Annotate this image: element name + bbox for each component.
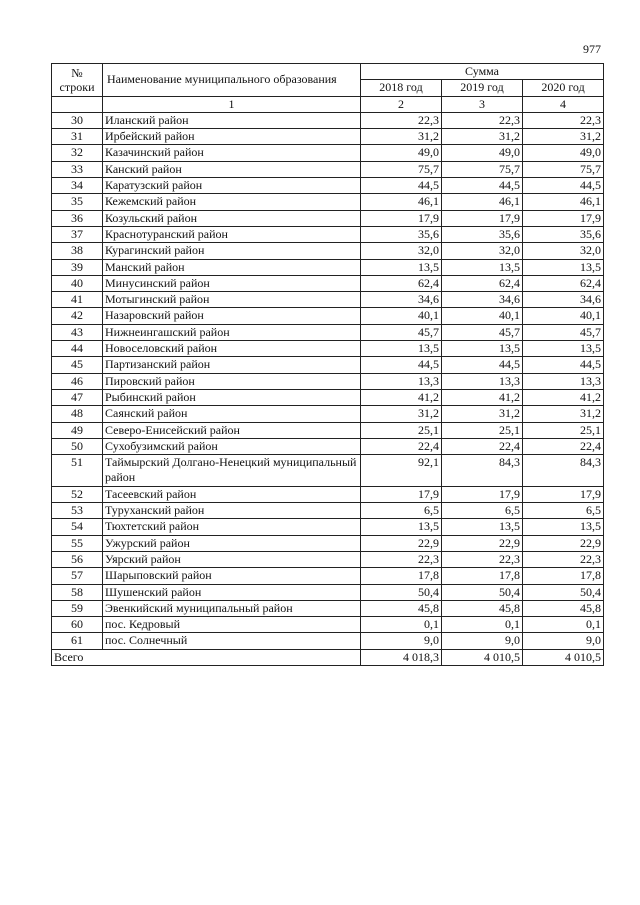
municipality-name: Туруханский район xyxy=(103,503,361,519)
value-2019: 32,0 xyxy=(442,243,523,259)
total-2018: 4 018,3 xyxy=(361,649,442,665)
table-row xyxy=(52,112,604,128)
table-row xyxy=(52,308,604,324)
value-2020: 49,0 xyxy=(523,145,604,161)
column-index-2: 2 xyxy=(361,96,442,112)
municipality-name: Тюхтетский район xyxy=(103,519,361,535)
row-number: 52 xyxy=(52,486,103,502)
row-number: 58 xyxy=(52,584,103,600)
table-row xyxy=(52,243,604,259)
header-row-word: строки xyxy=(59,79,95,94)
column-index-empty xyxy=(52,96,103,112)
value-2020: 35,6 xyxy=(523,226,604,242)
row-number: 54 xyxy=(52,519,103,535)
value-2018: 45,8 xyxy=(361,600,442,616)
value-2018: 22,3 xyxy=(361,112,442,128)
municipality-name: Уярский район xyxy=(103,551,361,567)
value-2018: 17,9 xyxy=(361,486,442,502)
table-row xyxy=(52,259,604,275)
row-number: 31 xyxy=(52,129,103,145)
municipality-name: Рыбинский район xyxy=(103,389,361,405)
value-2020: 13,3 xyxy=(523,373,604,389)
row-number: 47 xyxy=(52,389,103,405)
municipality-name: Ирбейский район xyxy=(103,129,361,145)
municipality-name: Нижнеингашский район xyxy=(103,324,361,340)
value-2018: 13,5 xyxy=(361,519,442,535)
value-2020: 84,3 xyxy=(523,455,604,487)
value-2019: 46,1 xyxy=(442,194,523,210)
table-row xyxy=(52,486,604,502)
municipality-name: Кежемский район xyxy=(103,194,361,210)
value-2020: 9,0 xyxy=(523,633,604,649)
table-row xyxy=(52,357,604,373)
value-2018: 13,5 xyxy=(361,341,442,357)
row-number: 39 xyxy=(52,259,103,275)
row-number: 51 xyxy=(52,455,103,487)
value-2020: 46,1 xyxy=(523,194,604,210)
row-number: 59 xyxy=(52,600,103,616)
value-2020: 22,4 xyxy=(523,438,604,454)
value-2020: 75,7 xyxy=(523,161,604,177)
municipality-name: Назаровский район xyxy=(103,308,361,324)
value-2018: 13,3 xyxy=(361,373,442,389)
value-2020: 22,9 xyxy=(523,535,604,551)
table-row xyxy=(52,551,604,567)
municipality-name: Шушенский район xyxy=(103,584,361,600)
table-row xyxy=(52,568,604,584)
value-2018: 22,4 xyxy=(361,438,442,454)
total-row xyxy=(52,649,604,665)
value-2019: 13,5 xyxy=(442,519,523,535)
value-2018: 22,9 xyxy=(361,535,442,551)
municipality-name: Саянский район xyxy=(103,406,361,422)
value-2020: 34,6 xyxy=(523,292,604,308)
value-2018: 45,7 xyxy=(361,324,442,340)
value-2019: 0,1 xyxy=(442,617,523,633)
value-2019: 17,9 xyxy=(442,210,523,226)
row-number: 32 xyxy=(52,145,103,161)
municipality-name: Каратузский район xyxy=(103,178,361,194)
header-year-2020: 2020 год xyxy=(523,80,604,96)
table-row xyxy=(52,503,604,519)
municipality-name: Пировский район xyxy=(103,373,361,389)
value-2019: 31,2 xyxy=(442,406,523,422)
municipality-name: Курагинский район xyxy=(103,243,361,259)
row-number: 34 xyxy=(52,178,103,194)
table-row xyxy=(52,210,604,226)
value-2019: 9,0 xyxy=(442,633,523,649)
municipality-name: Краснотуранский район xyxy=(103,226,361,242)
value-2020: 17,9 xyxy=(523,210,604,226)
row-number: 40 xyxy=(52,275,103,291)
value-2018: 92,1 xyxy=(361,455,442,487)
value-2020: 31,2 xyxy=(523,406,604,422)
value-2019: 13,5 xyxy=(442,341,523,357)
value-2018: 41,2 xyxy=(361,389,442,405)
row-number: 35 xyxy=(52,194,103,210)
header-sum: Сумма xyxy=(361,64,604,80)
municipality-name: Северо-Енисейский район xyxy=(103,422,361,438)
value-2018: 44,5 xyxy=(361,178,442,194)
row-number: 44 xyxy=(52,341,103,357)
value-2019: 49,0 xyxy=(442,145,523,161)
value-2019: 35,6 xyxy=(442,226,523,242)
row-number: 61 xyxy=(52,633,103,649)
value-2018: 25,1 xyxy=(361,422,442,438)
value-2019: 34,6 xyxy=(442,292,523,308)
value-2018: 31,2 xyxy=(361,406,442,422)
table-row xyxy=(52,535,604,551)
municipality-name: Эвенкийский муниципальный район xyxy=(103,600,361,616)
value-2018: 17,9 xyxy=(361,210,442,226)
value-2020: 41,2 xyxy=(523,389,604,405)
table-row xyxy=(52,406,604,422)
budget-table xyxy=(51,63,604,666)
column-index-3: 3 xyxy=(442,96,523,112)
value-2019: 6,5 xyxy=(442,503,523,519)
header-municipality-name: Наименование муниципального образования xyxy=(103,64,361,97)
value-2020: 17,9 xyxy=(523,486,604,502)
table-row xyxy=(52,422,604,438)
row-number: 60 xyxy=(52,617,103,633)
total-label: Всего xyxy=(52,649,361,665)
header-year-2019: 2019 год xyxy=(442,80,523,96)
municipality-name: Мотыгинский район xyxy=(103,292,361,308)
value-2020: 44,5 xyxy=(523,178,604,194)
total-2019: 4 010,5 xyxy=(442,649,523,665)
value-2018: 32,0 xyxy=(361,243,442,259)
table-row xyxy=(52,292,604,308)
value-2018: 9,0 xyxy=(361,633,442,649)
row-number: 42 xyxy=(52,308,103,324)
value-2020: 62,4 xyxy=(523,275,604,291)
table-row xyxy=(52,129,604,145)
municipality-name: Иланский район xyxy=(103,112,361,128)
table-row xyxy=(52,600,604,616)
value-2020: 0,1 xyxy=(523,617,604,633)
value-2018: 62,4 xyxy=(361,275,442,291)
value-2018: 75,7 xyxy=(361,161,442,177)
table-row xyxy=(52,617,604,633)
column-index-4: 4 xyxy=(523,96,604,112)
value-2019: 17,8 xyxy=(442,568,523,584)
value-2019: 22,9 xyxy=(442,535,523,551)
page-number: 977 xyxy=(583,42,601,56)
table-row xyxy=(52,373,604,389)
row-number: 41 xyxy=(52,292,103,308)
table-row xyxy=(52,584,604,600)
municipality-name: Минусинский район xyxy=(103,275,361,291)
value-2020: 13,5 xyxy=(523,519,604,535)
municipality-name: Канский район xyxy=(103,161,361,177)
row-number: 56 xyxy=(52,551,103,567)
table-row xyxy=(52,341,604,357)
row-number: 50 xyxy=(52,438,103,454)
table-row xyxy=(52,389,604,405)
municipality-name: Новоселовский район xyxy=(103,341,361,357)
row-number: 57 xyxy=(52,568,103,584)
value-2019: 45,8 xyxy=(442,600,523,616)
value-2018: 49,0 xyxy=(361,145,442,161)
value-2018: 0,1 xyxy=(361,617,442,633)
table-row xyxy=(52,226,604,242)
value-2020: 17,8 xyxy=(523,568,604,584)
value-2019: 50,4 xyxy=(442,584,523,600)
row-number: 45 xyxy=(52,357,103,373)
value-2020: 6,5 xyxy=(523,503,604,519)
value-2020: 50,4 xyxy=(523,584,604,600)
table-row xyxy=(52,519,604,535)
row-number: 49 xyxy=(52,422,103,438)
header-row-number xyxy=(52,64,103,97)
row-number: 38 xyxy=(52,243,103,259)
value-2020: 13,5 xyxy=(523,341,604,357)
value-2019: 44,5 xyxy=(442,178,523,194)
municipality-name: пос. Солнечный xyxy=(103,633,361,649)
municipality-name: Казачинский район xyxy=(103,145,361,161)
value-2019: 17,9 xyxy=(442,486,523,502)
value-2018: 34,6 xyxy=(361,292,442,308)
column-index-1: 1 xyxy=(103,96,361,112)
total-2020: 4 010,5 xyxy=(523,649,604,665)
table-row xyxy=(52,633,604,649)
municipality-name: Манский район xyxy=(103,259,361,275)
table-row xyxy=(52,275,604,291)
municipality-name: Шарыповский район xyxy=(103,568,361,584)
table-row xyxy=(52,438,604,454)
value-2020: 31,2 xyxy=(523,129,604,145)
value-2019: 13,3 xyxy=(442,373,523,389)
row-number: 37 xyxy=(52,226,103,242)
table-header xyxy=(52,64,604,113)
value-2019: 22,3 xyxy=(442,112,523,128)
value-2019: 22,4 xyxy=(442,438,523,454)
row-number: 30 xyxy=(52,112,103,128)
table-row xyxy=(52,161,604,177)
table-row xyxy=(52,145,604,161)
value-2020: 25,1 xyxy=(523,422,604,438)
value-2019: 40,1 xyxy=(442,308,523,324)
value-2018: 35,6 xyxy=(361,226,442,242)
table-row xyxy=(52,194,604,210)
value-2019: 84,3 xyxy=(442,455,523,487)
municipality-name: Таймырский Долгано-Ненецкий муниципальный район xyxy=(103,455,361,487)
value-2020: 40,1 xyxy=(523,308,604,324)
value-2018: 40,1 xyxy=(361,308,442,324)
row-number: 36 xyxy=(52,210,103,226)
municipality-name: Партизанский район xyxy=(103,357,361,373)
value-2019: 41,2 xyxy=(442,389,523,405)
table-row xyxy=(52,178,604,194)
value-2020: 45,8 xyxy=(523,600,604,616)
row-number: 46 xyxy=(52,373,103,389)
row-number: 53 xyxy=(52,503,103,519)
value-2019: 45,7 xyxy=(442,324,523,340)
value-2020: 32,0 xyxy=(523,243,604,259)
value-2020: 22,3 xyxy=(523,112,604,128)
value-2018: 50,4 xyxy=(361,584,442,600)
value-2020: 44,5 xyxy=(523,357,604,373)
value-2020: 13,5 xyxy=(523,259,604,275)
row-number: 48 xyxy=(52,406,103,422)
value-2018: 13,5 xyxy=(361,259,442,275)
value-2018: 22,3 xyxy=(361,551,442,567)
value-2020: 45,7 xyxy=(523,324,604,340)
value-2018: 44,5 xyxy=(361,357,442,373)
row-number: 55 xyxy=(52,535,103,551)
municipality-name: Козульский район xyxy=(103,210,361,226)
value-2018: 17,8 xyxy=(361,568,442,584)
table-row xyxy=(52,455,604,487)
value-2019: 13,5 xyxy=(442,259,523,275)
value-2019: 75,7 xyxy=(442,161,523,177)
municipality-name: пос. Кедровый xyxy=(103,617,361,633)
value-2019: 31,2 xyxy=(442,129,523,145)
row-number: 43 xyxy=(52,324,103,340)
value-2019: 44,5 xyxy=(442,357,523,373)
value-2018: 31,2 xyxy=(361,129,442,145)
row-number: 33 xyxy=(52,161,103,177)
value-2019: 25,1 xyxy=(442,422,523,438)
value-2019: 22,3 xyxy=(442,551,523,567)
table-row xyxy=(52,324,604,340)
header-number-sign: № xyxy=(71,65,83,80)
header-year-2018: 2018 год xyxy=(361,80,442,96)
municipality-name: Сухобузимский район xyxy=(103,438,361,454)
value-2018: 6,5 xyxy=(361,503,442,519)
value-2019: 62,4 xyxy=(442,275,523,291)
municipality-name: Ужурский район xyxy=(103,535,361,551)
table-body xyxy=(52,112,604,649)
value-2020: 22,3 xyxy=(523,551,604,567)
municipality-name: Тасеевский район xyxy=(103,486,361,502)
value-2018: 46,1 xyxy=(361,194,442,210)
